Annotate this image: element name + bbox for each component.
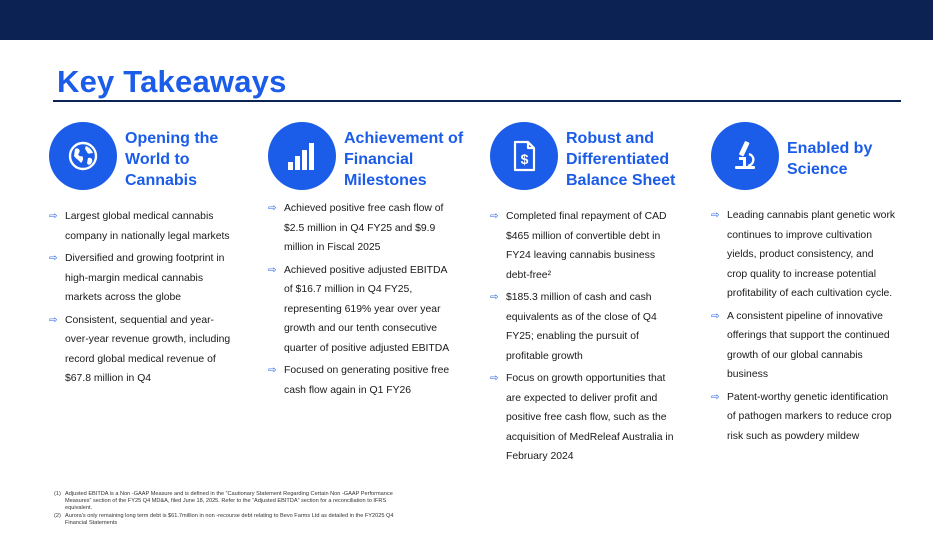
column-header [490, 122, 705, 191]
bullet-text-line: $2.5 million in Q4 FY25 and $9.9 [284, 222, 436, 234]
bullet-text-line: $185.3 million of cash and cash [506, 292, 652, 303]
arrow-right-icon: ⇨ [490, 373, 499, 384]
bullet-text-line: Focused on generating positive free [284, 365, 450, 376]
takeaway-column [490, 122, 705, 470]
page-title: Key Takeaways [57, 64, 287, 99]
footnote-number: (1) [54, 491, 61, 497]
bullet-text-line: $67.8 million in Q4 [65, 373, 152, 384]
arrow-right-icon: ⇨ [49, 314, 58, 326]
bullet-text-line: Patent-worthy genetic identification [727, 391, 889, 403]
column-title-line: Achievement of [344, 130, 464, 147]
bullet-text-line: debt-free² [506, 269, 552, 281]
bullet-text-line: high-margin medical cannabis [65, 272, 204, 284]
takeaway-column [268, 122, 483, 403]
bullet-text-line: cash flow again in Q1 FY26 [284, 384, 412, 396]
bullet-item [49, 207, 264, 246]
footnote-text-line: Financial Statements [65, 520, 118, 526]
bullet-text-line: markets across the globe [65, 292, 182, 303]
bullet-text-line: Achieved positive free cash flow of [284, 203, 444, 214]
bullet-text-line: $465 million of convertible debt in [506, 230, 661, 242]
bullet-item [49, 249, 264, 308]
bullet-text-line: quarter of positive adjusted EBITDA [284, 342, 450, 354]
column-title-line: Financial [344, 151, 414, 168]
column-title-line: Milestones [344, 172, 427, 189]
bullet-text-line: equivalents as of the close of Q4 [506, 311, 657, 323]
bullet-text-line: February 2024 [506, 451, 574, 462]
bullet-item [711, 388, 926, 447]
bullet-text-line: Focus on growth opportunities that [506, 373, 666, 384]
microscope-icon [711, 122, 779, 190]
bar-chart-icon [268, 122, 336, 190]
bullet-text-line: FY25; enabling the pursuit of [506, 331, 639, 342]
takeaway-column [711, 122, 926, 449]
arrow-right-icon: ⇨ [49, 253, 58, 264]
bullet-text-line: business [727, 369, 769, 380]
bullet-text-line: Consistent, sequential and year- [65, 314, 215, 326]
arrow-right-icon: ⇨ [711, 391, 720, 403]
bullet-text-line: profitability of each cultivation cycle. [727, 288, 893, 299]
column-title-line: Science [787, 161, 848, 178]
bullet-item [268, 199, 483, 258]
column-title-line: Balance Sheet [566, 172, 676, 189]
column-header [711, 122, 926, 190]
bullet-text-line: Leading cannabis plant genetic work [727, 210, 896, 221]
bullet-item [268, 361, 483, 400]
bullet-text-line: Achieved positive adjusted EBITDA [284, 264, 448, 276]
arrow-right-icon: ⇨ [711, 210, 720, 221]
footnote-number: (2) [54, 513, 61, 519]
bullet-item [490, 207, 705, 285]
bullet-text-line: million in Fiscal 2025 [284, 242, 381, 253]
bullet-item [490, 369, 705, 467]
bullet-text-line: FY24 leaving cannabis business [506, 250, 656, 261]
bullet-text-line: company in nationally legal markets [65, 230, 230, 242]
bullet-text-line: positive free cash flow, such as the [506, 412, 667, 423]
bullet-text-line: growth and our tenth consecutive [284, 323, 438, 334]
bullet-list [268, 199, 483, 400]
bullet-text-line: crop quality to increase potential [727, 268, 877, 280]
column-title [566, 128, 675, 191]
globe-icon [49, 122, 117, 190]
arrow-right-icon: ⇨ [268, 264, 277, 276]
bullet-text-line: over-year revenue growth, including [65, 334, 231, 345]
bullet-item [268, 261, 483, 359]
header-band [0, 0, 933, 40]
bullet-text-line: offerings that support the continued [727, 330, 890, 341]
column-title-line: Cannabis [125, 172, 198, 189]
bullet-list [711, 206, 926, 446]
bullet-list [49, 207, 264, 389]
bullet-text-line: representing 619% year over year [284, 303, 441, 315]
bullet-text-line: risk such as powdery mildew [727, 430, 860, 442]
title-divider [53, 100, 901, 102]
arrow-right-icon: ⇨ [711, 310, 720, 322]
column-title [787, 138, 872, 180]
bullet-item [711, 206, 926, 304]
arrow-right-icon: ⇨ [490, 292, 499, 303]
column-title-line: Differentiated [566, 151, 670, 168]
bullet-text-line: yields, product consistency, and [727, 249, 874, 260]
footnote [54, 491, 474, 512]
column-header [268, 122, 483, 191]
footnote-text-line: Aurora's only remaining long term debt is $61.7million in non -recourse debt relating to Bevo Farms Ltd as detailed in the FY2025 Q4 [65, 513, 394, 519]
bullet-text-line: record global medical revenue of [65, 353, 216, 365]
footnote-text-line: Adjusted EBITDA is a Non -GAAP Measure and is defined in the “Cautionary Statement Regarding Certain Non -GAAP Performance [65, 491, 393, 497]
bullet-text-line: of pathogen markers to reduce crop [727, 411, 892, 422]
footnote-text-line: equivalent. [65, 505, 93, 511]
takeaway-column [49, 122, 264, 392]
footnote [54, 513, 474, 527]
svg-text:$: $ [520, 151, 529, 167]
arrow-right-icon: ⇨ [490, 211, 499, 222]
column-header [49, 122, 264, 191]
column-title-line: Enabled by [787, 140, 873, 157]
bullet-text-line: growth of our global cannabis [727, 349, 863, 361]
bullet-text-line: of $16.7 million in Q4 FY25, [284, 284, 413, 295]
dollar-document-icon [490, 122, 558, 190]
bullet-text-line: are expected to deliver profit and [506, 392, 658, 404]
column-title-line: Robust and [566, 130, 654, 147]
footnote-text-line: Measures” section of the FY25 Q4 MD&A, filed June 18, 2025. Refer to the “Adjusted EBITDA” section for a reconciliation to IFRS [65, 498, 387, 504]
bullet-text-line: Completed final repayment of CAD [506, 211, 667, 222]
column-title [344, 128, 463, 191]
arrow-right-icon: ⇨ [49, 211, 58, 222]
bullet-text-line: profitable growth [506, 350, 583, 362]
bullet-list [490, 207, 705, 467]
column-title [125, 128, 218, 191]
bullet-text-line: Diversified and growing footprint in [65, 253, 225, 264]
bullet-item [711, 307, 926, 385]
column-title-line: Opening the [125, 130, 219, 147]
column-title-line: World to [125, 151, 190, 168]
bullet-text-line: acquisition of MedReleaf Australia in [506, 431, 674, 443]
footnotes [54, 491, 474, 528]
bullet-text-line: A consistent pipeline of innovative [727, 310, 883, 322]
bullet-text-line: continues to improve cultivation [727, 229, 872, 241]
bullet-text-line: Largest global medical cannabis [65, 211, 214, 222]
bullet-item [49, 311, 264, 389]
bullet-item [490, 288, 705, 366]
arrow-right-icon: ⇨ [268, 365, 277, 376]
arrow-right-icon: ⇨ [268, 203, 277, 214]
